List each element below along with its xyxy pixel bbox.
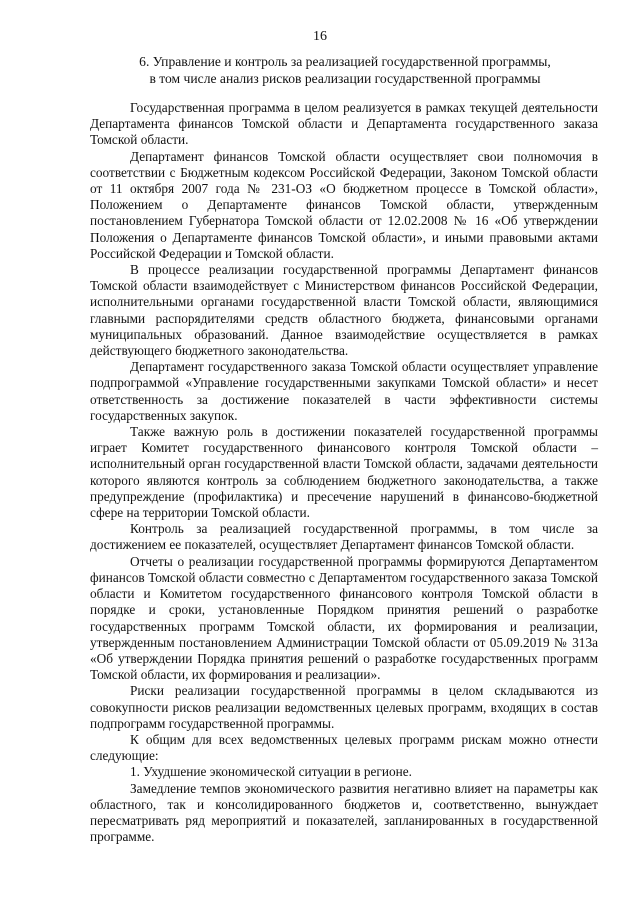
paragraph-7: Отчеты о реализации государственной программы формируются Департаментом финансов Томской области совместно с Департаментом государственного заказа Томской области и Комитетом государственного финансового контроля Томской области в порядке и сроки, установленные Порядком принятия решений о разработке государственных программ Томской области, их формирования и реализации, утвержденным постановлением Администрации Томской области от 05.09.2019 № 313а «Об утверждении Порядка принятия решений о разработке государственных программ Томской области, их формирования и реализации». — [90, 553, 598, 683]
paragraph-1: Государственная программа в целом реализуется в рамках текущей деятельности Департамента финансов Томской области и Департамента государственного заказа Томской области. — [90, 100, 598, 148]
paragraph-9: К общим для всех ведомственных целевых программ рискам можно отнести следующие: — [90, 731, 598, 764]
section-heading — [90, 53, 600, 87]
section-heading-line-2: в том числе анализ рисков реализации государственной программы — [149, 71, 541, 86]
document-body — [90, 100, 598, 845]
paragraph-8: Риски реализации государственной программы в целом складываются из совокупности рисков реализации ведомственных целевых программ, входящих в состав подпрограмм государственной программы. — [90, 683, 598, 731]
paragraph-5: Также важную роль в достижении показателей государственной программы играет Комитет государственного финансового контроля Томской области – исполнительный орган государственной власти Томской области, задачами деятельности которого являются контроль за соблюдением бюджетного законодательства, а также предупреждение (профилактика) и пресечение нарушений в финансово-бюджетной сфере на территории Томской области. — [90, 424, 598, 521]
section-heading-line-1: 6. Управление и контроль за реализацией государственной программы, — [139, 54, 551, 69]
paragraph-4: Департамент государственного заказа Томской области осуществляет управление подпрограммой «Управление государственными закупками Томской области» и несет ответственность за достижение показателей в части эффективности системы государственных закупок. — [90, 359, 598, 423]
paragraph-10: 1. Ухудшение экономической ситуации в регионе. — [130, 764, 412, 780]
paragraph-3: В процессе реализации государственной программы Департамент финансов Томской области взаимодействует с Министерством финансов Российской Федерации, исполнительными органами государственной власти Томской области, являющимися главными распорядителями средств областного бюджета, финансовыми органами муниципальных образований. Данное взаимодействие осуществляется в рамках действующего бюджетного законодательства. — [90, 262, 598, 359]
page-number: 16 — [313, 29, 327, 44]
paragraph-6: Контроль за реализацией государственной программы, в том числе за достижением ее показателей, осуществляет Департамент финансов Томской области. — [90, 521, 598, 553]
paragraph-2: Департамент финансов Томской области осуществляет свои полномочия в соответствии с Бюджетным кодексом Российской Федерации, Законом Томской области от 11 октября 2007 года № 231-ОЗ «О бюджетном процессе в Томской области», Положением о Департаменте финансов Томской области, утвержденным постановлением Губернатора Томской области от 12.02.2008 № 16 «Об утверждении Положения о Департаменте финансов Томской области», и иными правовыми актами Российской Федерации и Томской области. — [90, 148, 598, 261]
paragraph-11: Замедление темпов экономического развития негативно влияет на параметры как областного, так и консолидированного бюджетов и, соответственно, вынуждает пересматривать ряд мероприятий и показателей, запланированных в государственной программе. — [90, 780, 598, 845]
